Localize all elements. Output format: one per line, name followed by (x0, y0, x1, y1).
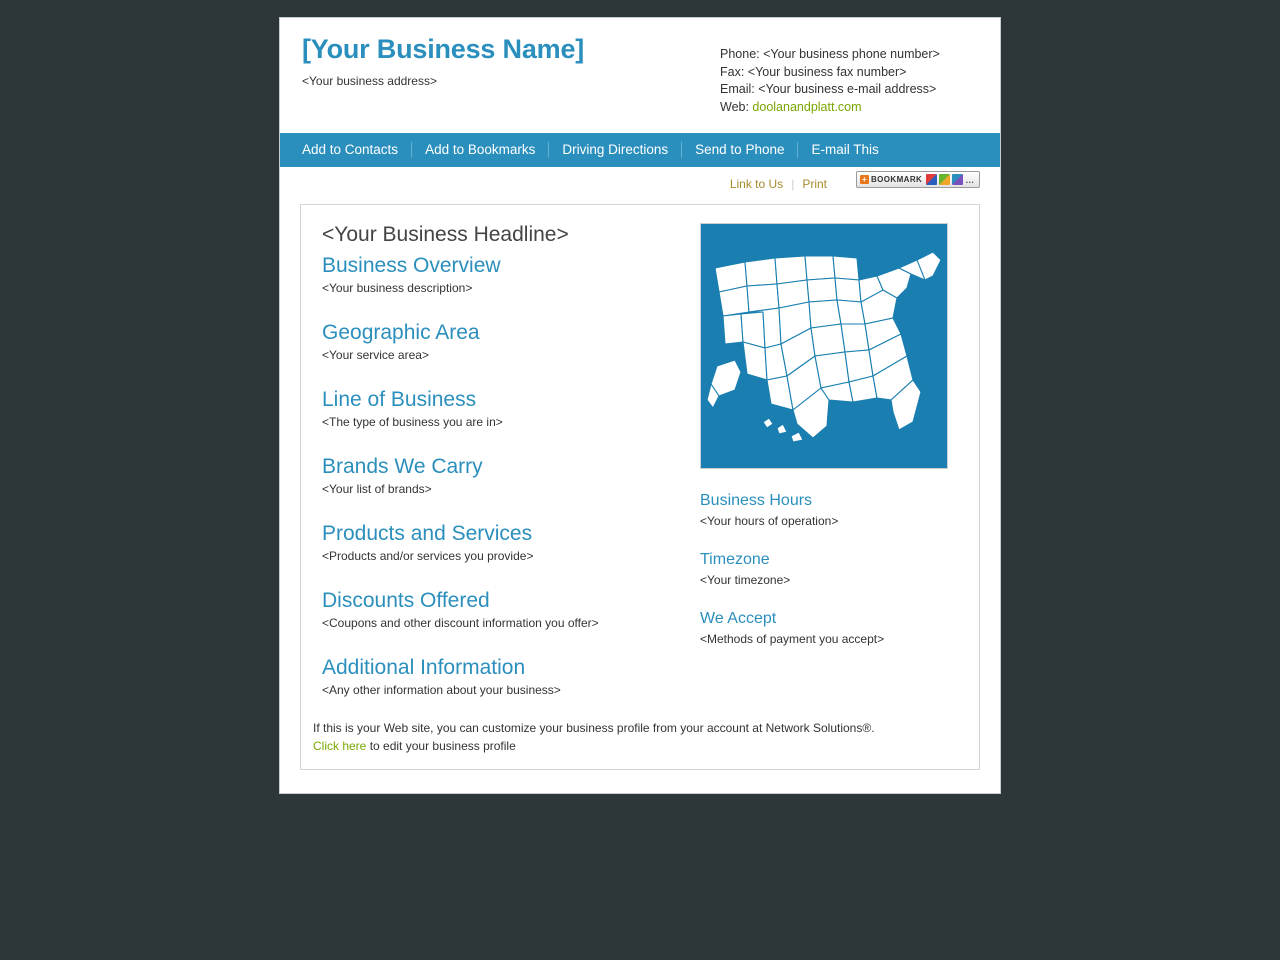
bookmark-label: BOOKMARK (871, 175, 923, 184)
bookmark-share-widget[interactable] (856, 171, 980, 188)
nav-add-to-contacts[interactable]: Add to Contacts (302, 142, 412, 158)
section-body-brands-we-carry: <Your list of brands> (322, 482, 432, 496)
business-address: <Your business address> (302, 74, 437, 88)
business-profile-page (280, 18, 1000, 793)
sidebar-column (700, 223, 960, 646)
web-label: Web: (720, 99, 753, 114)
email-row: Email: <Your business e-mail address> (720, 82, 937, 96)
phone-row: Phone: <Your business phone number> (720, 47, 940, 61)
section-title-business-overview: Business Overview (322, 254, 501, 277)
section-title-additional-information: Additional Information (322, 656, 526, 679)
card-footer (313, 719, 963, 755)
section-title-brands-we-carry: Brands We Carry (322, 455, 483, 478)
nav-send-to-phone[interactable]: Send to Phone (682, 142, 798, 158)
main-column (322, 223, 712, 722)
share-service-icon-1[interactable] (926, 174, 937, 185)
sidebar-title-we-accept: We Accept (700, 610, 777, 627)
business-headline: <Your Business Headline> (322, 223, 569, 246)
link-to-us-link[interactable]: Link to Us (729, 177, 784, 191)
sidebar-body-timezone: <Your timezone> (700, 573, 791, 587)
utility-bar (280, 167, 1000, 203)
footer-after-link: to edit your business profile (366, 739, 516, 753)
business-name: [Your Business Name] (302, 34, 585, 64)
section-title-geographic-area: Geographic Area (322, 321, 480, 344)
web-row (720, 99, 940, 117)
sidebar-body-we-accept: <Methods of payment you accept> (700, 632, 885, 646)
nav-driving-directions[interactable]: Driving Directions (549, 142, 682, 158)
utility-separator: | (791, 177, 795, 191)
edit-profile-link[interactable]: Click here (313, 739, 367, 753)
section-body-discounts-offered: <Coupons and other discount information you offer> (322, 616, 599, 630)
fax-row: Fax: <Your business fax number> (720, 64, 907, 79)
section-title-products-and-services: Products and Services (322, 522, 533, 545)
section-title-discounts-offered: Discounts Offered (322, 589, 490, 612)
section-body-line-of-business: <The type of business you are in> (322, 415, 503, 429)
sidebar-title-timezone: Timezone (700, 551, 770, 568)
nav-email-this[interactable]: E-mail This (811, 142, 879, 157)
utility-links (722, 177, 835, 191)
share-service-icon-3[interactable] (952, 174, 963, 185)
section-body-additional-information: <Any other information about your business> (322, 683, 561, 697)
united-states-map-icon (700, 223, 948, 469)
sidebar-title-business-hours: Business Hours (700, 492, 813, 509)
share-service-icon-2[interactable] (939, 174, 950, 185)
website-link[interactable]: doolanandplatt.com (752, 99, 862, 114)
sidebar-body-business-hours: <Your hours of operation> (700, 514, 839, 528)
nav-add-to-bookmarks[interactable]: Add to Bookmarks (412, 142, 549, 158)
section-body-geographic-area: <Your service area> (322, 348, 429, 362)
action-navbar (280, 133, 1000, 167)
page-header (280, 18, 1000, 133)
profile-content-card (300, 204, 980, 770)
section-title-line-of-business: Line of Business (322, 388, 477, 411)
plus-icon: + (861, 175, 868, 184)
section-body-business-overview: <Your business description> (322, 281, 473, 295)
section-body-products-and-services: <Products and/or services you provide> (322, 549, 534, 563)
print-link[interactable]: Print (802, 177, 827, 191)
footer-edit-row (313, 737, 963, 755)
footer-text: If this is your Web site, you can customize your business profile from your account at Network Solutions®. (313, 721, 875, 735)
more-services-icon[interactable]: … (965, 174, 975, 185)
contact-info (720, 46, 940, 116)
